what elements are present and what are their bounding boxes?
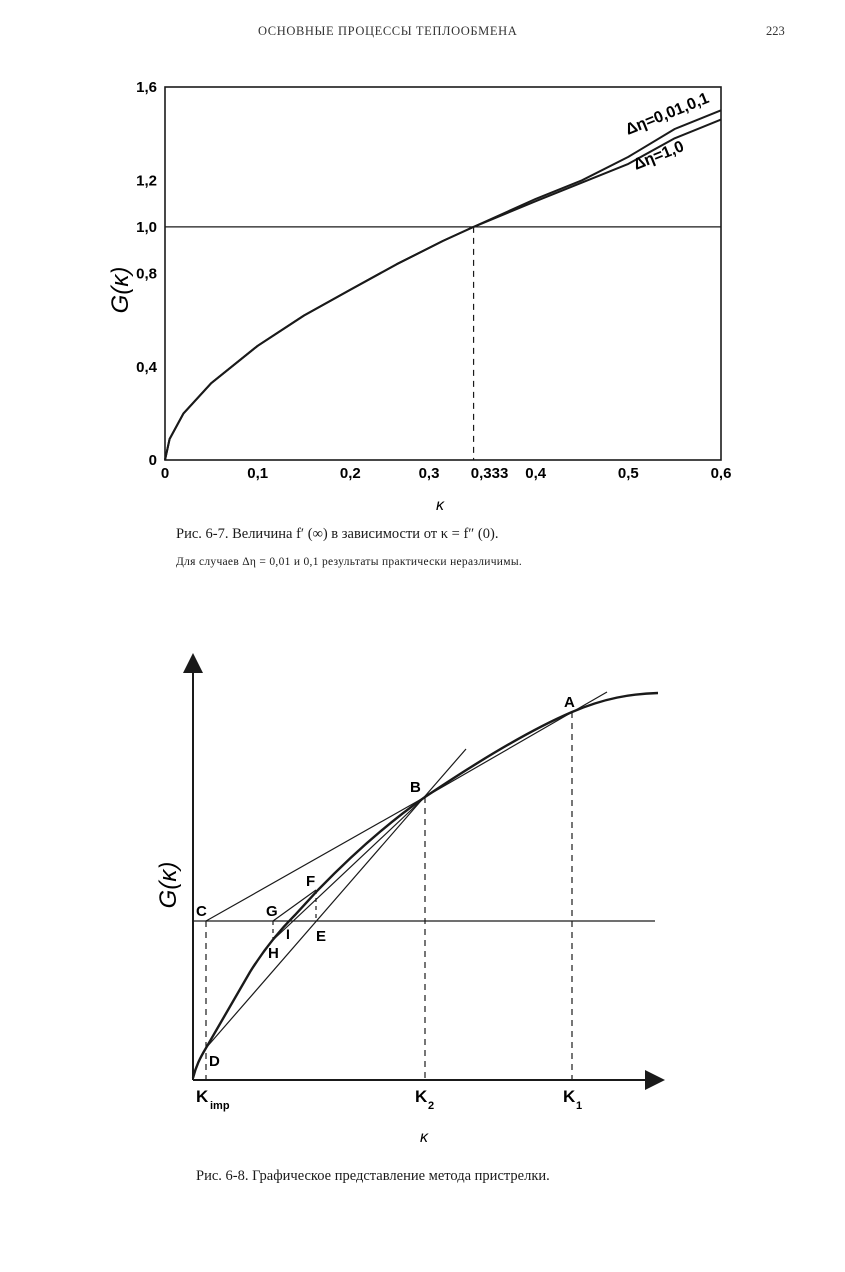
plot-frame: [165, 87, 721, 460]
x-axis-label: κ: [420, 1129, 428, 1146]
x-tick-label: 0,333: [470, 465, 509, 482]
x-tick-label: 0,3: [418, 465, 440, 482]
tick-k2-main: K: [415, 1087, 428, 1106]
x-tick-label: 0,4: [525, 465, 547, 482]
point-label-F: F: [306, 873, 316, 890]
y-tick-label: 0,8: [136, 265, 157, 283]
curve-label-dt-001: Δη=0,01,0,1: [623, 89, 712, 139]
running-header-title: ОСНОВНЫЕ ПРОЦЕССЫ ТЕПЛООБМЕНА: [258, 24, 518, 38]
point-label-A: A: [564, 694, 575, 711]
page-number: 223: [766, 24, 785, 38]
figure-6-7-caption: Рис. 6-7. Величина f′ (∞) в зависимости от κ = f″ (0).: [176, 526, 499, 542]
figure-6-7-subcaption: Для случаев Δη = 0,01 и 0,1 результаты практически неразличимы.: [176, 556, 523, 568]
secant-C-B: [206, 797, 425, 921]
x-tick-label: 0,5: [617, 465, 639, 482]
figure-6-8-caption: Рис. 6-8. Графическое представление метода пристрелки.: [196, 1168, 550, 1184]
tick-k-imp-main: K: [196, 1087, 209, 1106]
tick-k-imp: [196, 1087, 230, 1112]
x-tick-label: 0,2: [339, 465, 361, 482]
x-tick-label: 0,6: [710, 465, 732, 482]
point-label-I: I: [286, 926, 290, 942]
point-label-H: H: [268, 945, 279, 962]
figure-6-7-chart: [0, 0, 845, 520]
point-label-G: G: [266, 903, 278, 920]
point-label-E: E: [316, 928, 327, 945]
point-label-B: B: [410, 779, 421, 796]
tick-k2-sub: 2: [428, 1100, 435, 1112]
y-axis-label: G(κ): [155, 861, 182, 909]
x-tick-label: 0,1: [247, 465, 269, 482]
y-tick-label: 0,4: [136, 358, 157, 376]
x-axis-label: κ: [436, 497, 444, 514]
y-tick-label: 1,6: [136, 79, 157, 96]
tick-k1: [563, 1087, 582, 1112]
y-tick-label: 1,0: [136, 218, 157, 236]
figure-6-8-diagram: [0, 640, 845, 1160]
curve-label-dt-10: Δη=1,0: [631, 138, 687, 174]
tick-k1-main: K: [563, 1087, 576, 1106]
point-label-D: D: [209, 1053, 220, 1070]
y-axis-label: G(κ): [107, 266, 134, 314]
tick-k2: [415, 1087, 434, 1112]
secant-B-A: [425, 692, 607, 797]
tick-k1-sub: 1: [576, 1100, 583, 1112]
secant-H-B: [273, 797, 425, 940]
y-tick-label: 1,2: [136, 172, 157, 190]
point-label-C: C: [196, 903, 207, 920]
tick-k-imp-sub: imp: [210, 1100, 230, 1112]
x-tick-label: 0: [160, 465, 170, 482]
y-tick-label: 0: [148, 452, 157, 469]
